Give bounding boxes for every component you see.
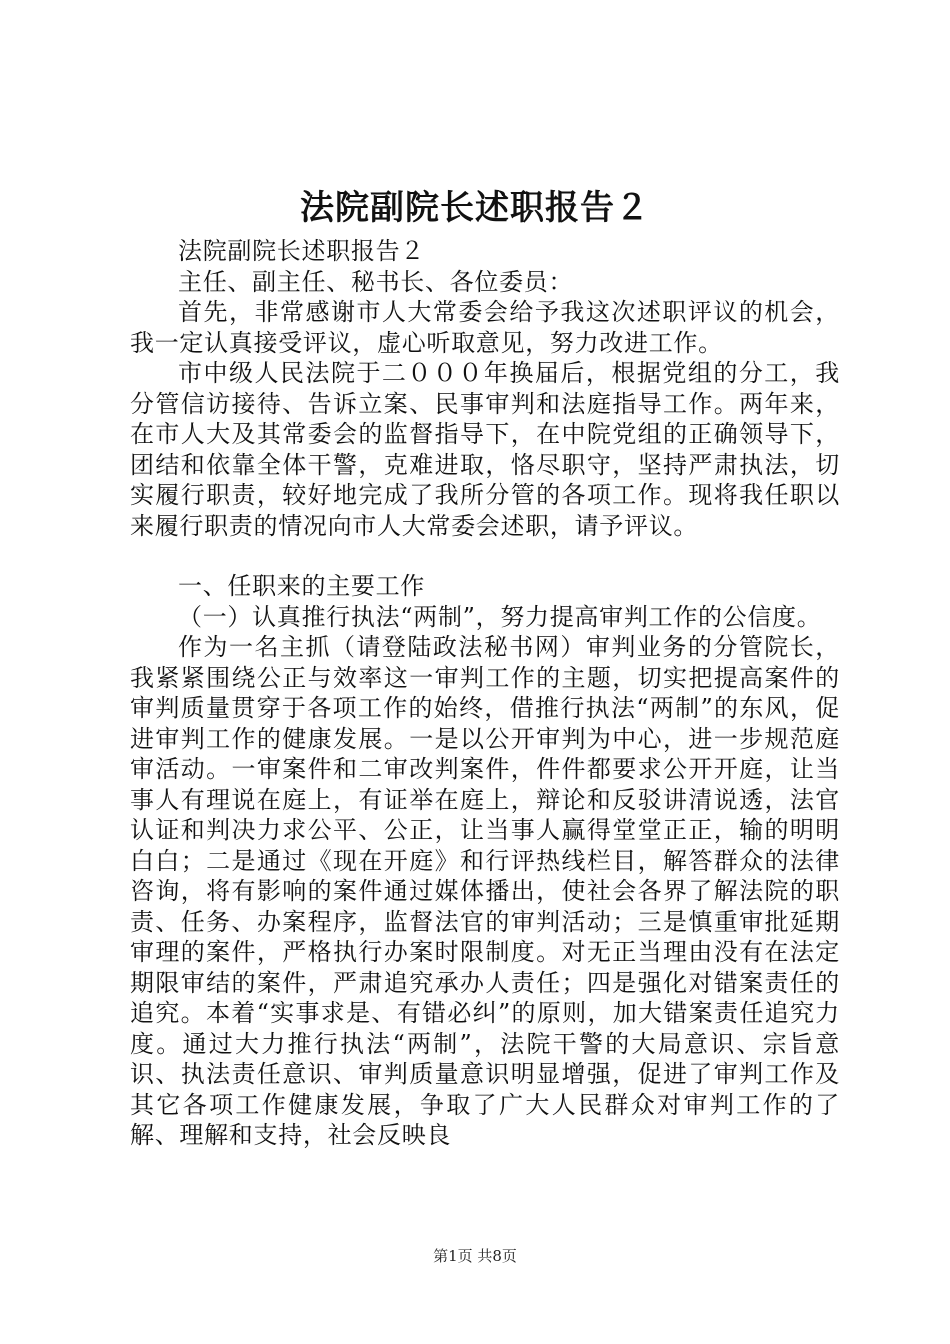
- paragraph-background: 市中级人民法院于二０００年换届后，根据党组的分工，我分管信访接待、告诉立案、民事审判和法庭指导工作。两年来，在市人大及其常委会的监督指导下，在中院党组的正确领导下，团结和依靠全体干警，克难进取，恪尽职守，坚持严肃执法，切实履行职责，较好地完成了我所分管的各项工作。现将我任职以来履行职责的情况向市人大常委会述职，请予评议。: [130, 359, 840, 540]
- paragraph-main-work: 作为一名主抓（请登陆政法秘书网）审判业务的分管院长，我紧紧围绕公正与效率这一审判工作的主题，切实把提高案件的审判质量贯穿于各项工作的始终，借推行执法“两制”的东风，促进审判工作的健康发展。一是以公开审判为中心，进一步规范庭审活动。一审案件和二审改判案件，件件都要求公开开庭，让当事人有理说在庭上，有证举在庭上，辩论和反驳讲清说透，法官认证和判决力求公平、公正，让当事人赢得堂堂正正，输的明明白白；二是通过《现在开庭》和行评热线栏目，解答群众的法律咨询，将有影响的案件通过媒体播出，使社会各界了解法院的职责、任务、办案程序，监督法官的审判活动；三是慎重审批延期审理的案件，严格执行办案时限制度。对无正当理由没有在法定期限审结的案件，严肃追究承办人责任；四是强化对错案责任的追究。本着“实事求是、有错必纠”的原则，加大错案责任追究力度。通过大力推行执法“两制”，法院干警的大局意识、宗旨意识、执法责任意识、审判质量意识明显增强，促进了审判工作及其它各项工作健康发展，争取了广大人民群众对审判工作的了解、理解和支持，社会反映良: [130, 633, 840, 1149]
- document-title: 法院副院长述职报告２: [300, 188, 650, 228]
- page-footer: 第1页 共8页: [433, 1247, 517, 1265]
- document-body: [130, 236, 840, 1151]
- paragraph-opening: 首先，非常感谢市人大常委会给予我这次述职评议的机会，我一定认真接受评议，虚心听取意见，努力改进工作。: [130, 298, 840, 357]
- subsection-heading: （一）认真推行执法“两制”，努力提高审判工作的公信度。: [178, 602, 822, 631]
- paragraph-subtitle: 法院副院长述职报告２: [178, 237, 425, 265]
- paragraph-salutation: 主任、副主任、秘书长、各位委员：: [178, 267, 574, 296]
- section-heading: 一、任职来的主要工作: [178, 572, 425, 600]
